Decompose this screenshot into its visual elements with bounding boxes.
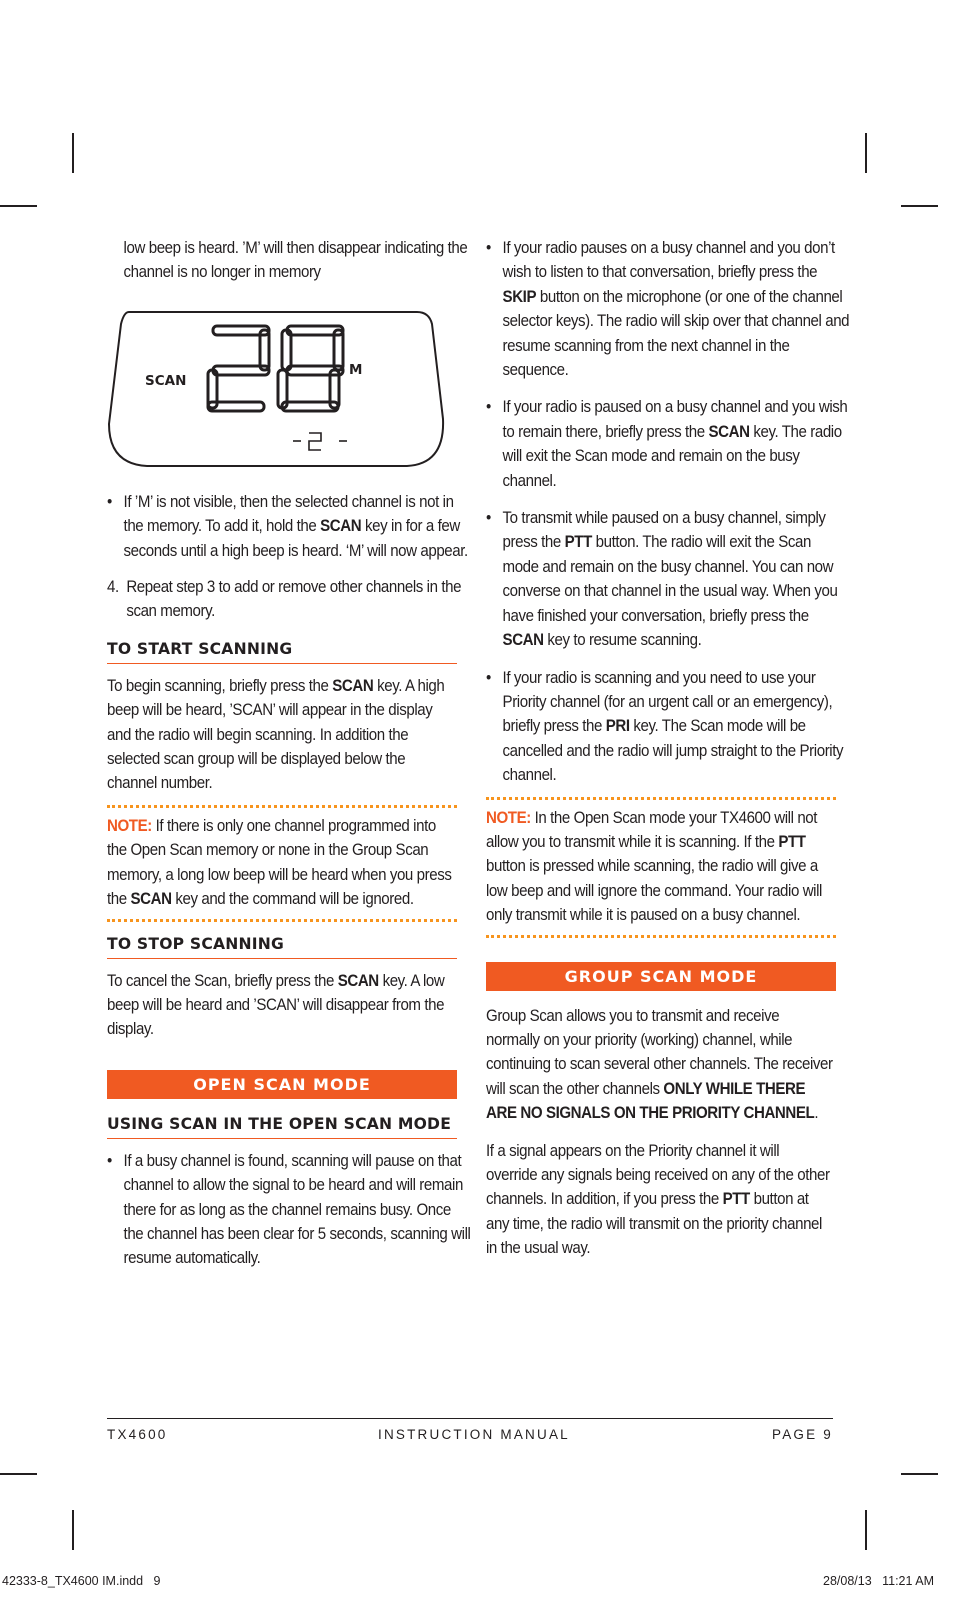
slug-date: 28/08/13 11:21 AM xyxy=(823,1574,934,1588)
key-name: SCAN xyxy=(708,422,750,441)
key-name: PRI xyxy=(605,717,630,736)
stop-scanning-text xyxy=(107,969,455,1042)
text: key in for a few seconds until a high beep is heard. ‘M’ will now appear. xyxy=(123,517,468,560)
text: Group Scan allows you to transmit and receive normally on your priority (working) channel, while continuing to scan several other channels. The receiver will scan the other channels xyxy=(486,1006,833,1098)
open-scan-mode-banner: OPEN SCAN MODE xyxy=(107,1070,457,1099)
key-name: SCAN xyxy=(337,971,379,990)
bullet-dot: • xyxy=(107,1151,112,1170)
bullet-busy-channel xyxy=(107,1149,471,1271)
left-column xyxy=(107,236,471,1271)
text: key. A high beep will be heard, ’SCAN’ will appear in the display and the radio will begin scanning. In addition the selected scan group will be displayed below the channel number. xyxy=(107,676,445,793)
right-column xyxy=(486,236,850,1261)
bullet-transmit xyxy=(486,506,850,652)
text: In the Open Scan mode your TX4600 will not allow you to transmit while it is scanning. If the xyxy=(486,808,818,851)
start-scanning-heading: TO START SCANNING xyxy=(107,638,457,664)
crop-mark xyxy=(901,1473,938,1475)
bullet-dot: • xyxy=(486,398,491,417)
text: key. The Scan mode will be cancelled and the radio will jump straight to the Priority channel. xyxy=(502,717,844,785)
footer-model: TX4600 xyxy=(107,1427,168,1442)
lcd-display xyxy=(107,304,445,472)
dotted-divider xyxy=(486,935,836,938)
key-name: PTT xyxy=(722,1190,750,1209)
key-name: SCAN xyxy=(332,676,374,695)
step-text: Repeat step 3 to add or remove other channels in the scan memory. xyxy=(126,578,462,621)
note-one-open-scan xyxy=(107,814,455,912)
text: To cancel the Scan, briefly press the xyxy=(107,971,338,990)
bullet-dot: • xyxy=(486,668,491,687)
key-name: SCAN xyxy=(502,631,544,650)
emphasis: ONLY WHILE THERE ARE NO SIGNALS ON THE PRIORITY CHANNEL xyxy=(486,1079,815,1123)
key-name: SCAN xyxy=(130,890,172,909)
page-footer xyxy=(107,1418,833,1442)
group-scan-text-2 xyxy=(486,1139,834,1261)
stop-scanning-heading: TO STOP SCANNING xyxy=(107,933,457,959)
slug-file-name: 42333-8_TX4600 IM.indd 9 xyxy=(2,1574,161,1588)
text: . xyxy=(814,1104,819,1123)
text: key. The radio will exit the Scan mode and remain on the busy channel. xyxy=(502,422,842,490)
text: If a signal appears on the Priority channel it will override any signals being received on any of the other channels. In addition, if you press the xyxy=(486,1141,830,1209)
key-name: PTT xyxy=(778,832,806,851)
text: If your radio is scanning and you need to use your Priority channel (for an urgent call or an emergency), briefly press the xyxy=(502,668,833,736)
text: If your radio is paused on a busy channel and you wish to remain there, briefly press the xyxy=(502,398,848,441)
footer-manual-title: INSTRUCTION MANUAL xyxy=(378,1427,570,1442)
crop-mark xyxy=(72,133,74,173)
footer-page-number: PAGE 9 xyxy=(772,1427,833,1442)
bullet-skip xyxy=(486,236,850,382)
bullet-dot: • xyxy=(107,492,112,511)
key-name: SKIP xyxy=(502,287,537,306)
crop-mark xyxy=(865,133,867,173)
using-scan-heading: USING SCAN IN THE OPEN SCAN MODE xyxy=(107,1113,457,1139)
text: If your radio pauses on a busy channel and you don’t wish to listen to that conversation, briefly press the xyxy=(502,239,835,282)
lcd-scan-label: SCAN xyxy=(145,372,187,389)
dotted-divider xyxy=(486,797,836,800)
dotted-divider xyxy=(107,919,457,922)
text: button at any time, the radio will transmit on the priority channel in the usual way. xyxy=(486,1190,822,1258)
note-label: NOTE: xyxy=(486,808,531,827)
text: If ’M’ is not visible, then the selected channel is not in the memory. To add it, hold the xyxy=(123,492,454,536)
text: If there is only one channel programmed into the Open Scan memory or none in the Group Scan memory, a long low beep will be heard when you press the xyxy=(107,816,452,909)
lcd-memory-indicator: M xyxy=(349,361,363,378)
crop-mark xyxy=(0,205,37,207)
bullet-dot: • xyxy=(486,239,491,257)
start-scanning-text xyxy=(107,674,455,796)
text: If a busy channel is found, scanning will pause on that channel to allow the signal to be heard and will remain there for as long as the channel remains busy. Once the channel has been clear for 5 seconds, scanning will resume automatically. xyxy=(123,1151,471,1268)
text: To begin scanning, briefly press the xyxy=(107,676,333,695)
text: To transmit while paused on a busy channel, simply press the xyxy=(502,509,826,552)
bullet-m-not-visible xyxy=(107,490,471,563)
group-scan-mode-banner: GROUP SCAN MODE xyxy=(486,962,836,991)
crop-mark xyxy=(72,1510,74,1550)
crop-mark xyxy=(865,1510,867,1550)
bullet-priority xyxy=(486,666,850,788)
text: button on the microphone (or one of the channel selector keys). The radio will skip over that channel and resume scanning from the next channel in the sequence. xyxy=(502,287,850,380)
group-scan-text-1 xyxy=(486,1004,834,1126)
text: key to resume scanning. xyxy=(543,631,702,650)
bullet-remain xyxy=(486,395,850,493)
crop-mark xyxy=(901,205,938,207)
step-4 xyxy=(107,575,474,624)
note-label: NOTE: xyxy=(107,816,152,835)
key-name: SCAN xyxy=(320,517,362,536)
crop-mark xyxy=(0,1473,37,1475)
bullet-dot: • xyxy=(486,509,491,528)
note-two-open-scan xyxy=(486,806,834,928)
key-name: PTT xyxy=(564,533,592,552)
text: key. A low beep will be heard and ’SCAN’ will disappear from the display. xyxy=(107,971,445,1039)
intro-continued: low beep is heard. ’M’ will then disappear indicating the channel is no longer in memory xyxy=(123,239,468,282)
dotted-divider xyxy=(107,805,457,808)
text: button is pressed while scanning, the radio will give a low beep and will ignore the command. Your radio will only transmit while it is paused on a busy channel. xyxy=(486,857,822,925)
text: key and the command will be ignored. xyxy=(171,890,414,909)
step-number: 4. xyxy=(107,578,119,597)
text: button. The radio will exit the Scan mode and remain on the busy channel. You can now converse on that channel in the usual way. When you have finished your conversation, briefly press the xyxy=(502,533,838,625)
